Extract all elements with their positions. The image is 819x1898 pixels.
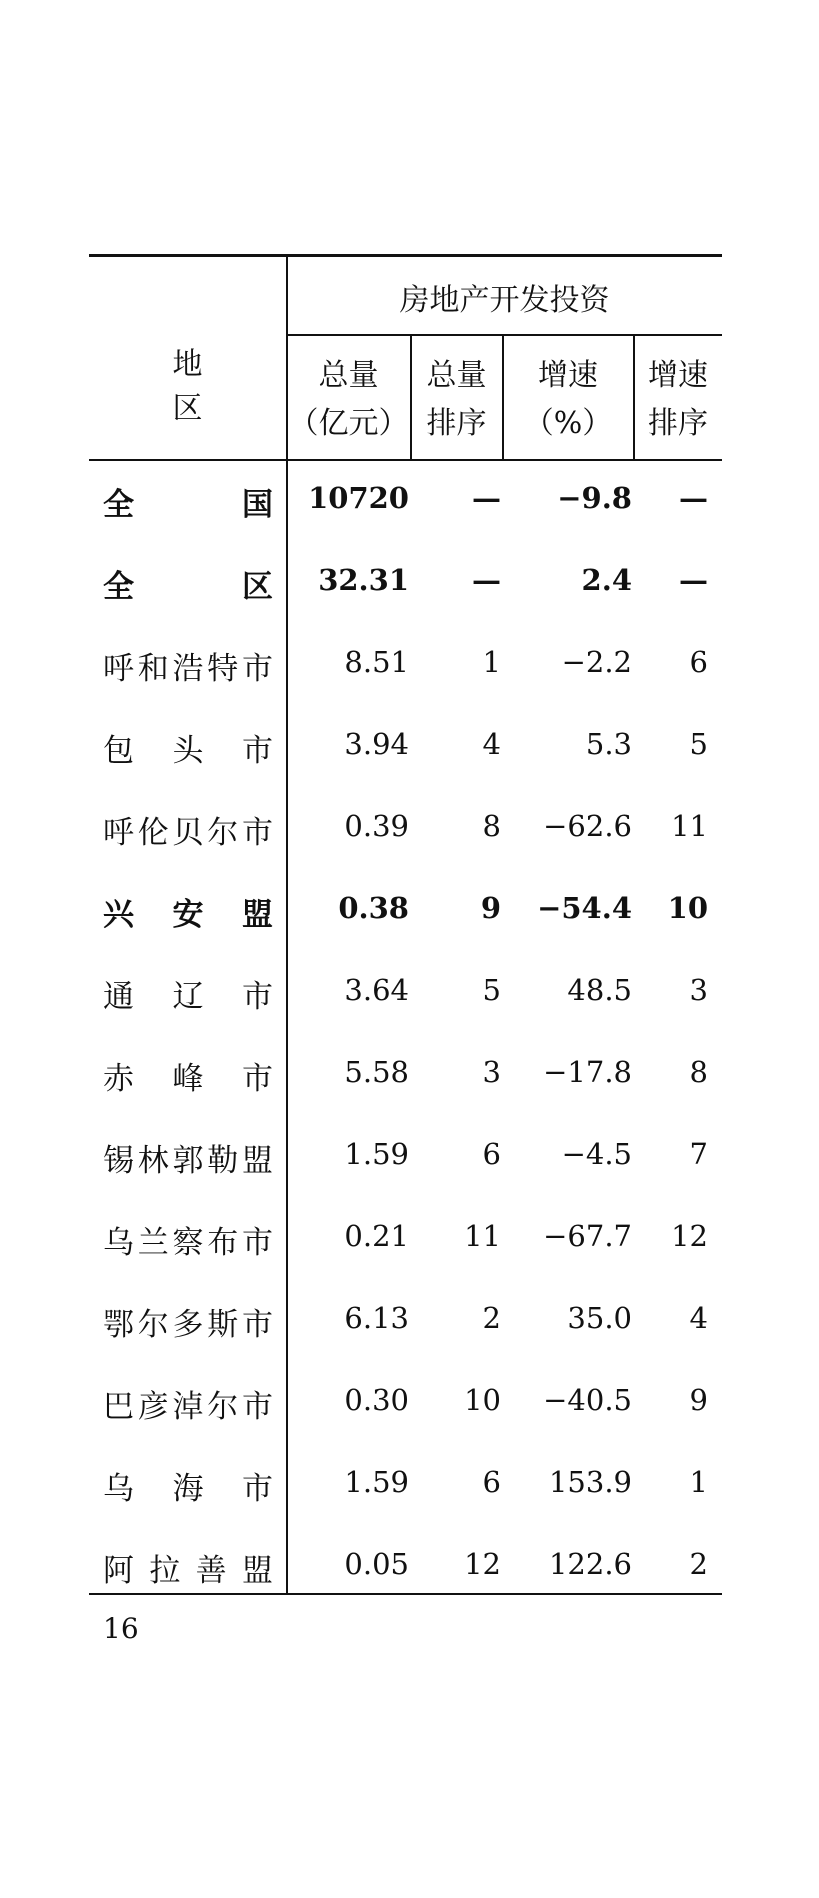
region-name-char: 全 (103, 487, 134, 523)
region-name-char: 兴 (103, 897, 134, 933)
growth-value: 153.9 (548, 1465, 632, 1499)
region-name (103, 1053, 273, 1098)
region-name (103, 971, 273, 1016)
region-name-char: 郭 (172, 1143, 204, 1179)
region-name-char: 市 (242, 1389, 273, 1425)
growth-value: −9.8 (557, 481, 632, 515)
growth-value: 122.6 (548, 1547, 632, 1581)
total-rank-value: 6 (482, 1137, 501, 1171)
region-name-char: 斯 (207, 1307, 239, 1343)
column-header-growth-rank (634, 352, 722, 448)
total-rank-value: 12 (464, 1547, 501, 1581)
region-name-char: 特 (207, 651, 239, 687)
region-name-char: 彦 (137, 1389, 169, 1425)
region-name (103, 561, 273, 606)
column-header-growth (503, 352, 633, 448)
table-row (89, 789, 722, 871)
region-name-char: 巴 (103, 1389, 134, 1425)
total-value: 0.38 (338, 891, 409, 925)
region-name-char: 贝 (172, 815, 204, 851)
table-row (89, 625, 722, 707)
group-title-underline (286, 334, 722, 336)
total-rank-value: 9 (480, 891, 501, 925)
growth-rank-value: 11 (671, 809, 708, 843)
region-name-char: 市 (242, 1061, 273, 1097)
region-name (103, 1381, 273, 1426)
total-rank-value: 2 (482, 1301, 501, 1335)
total-value: 8.51 (344, 645, 409, 679)
total-value: 5.58 (344, 1055, 409, 1089)
region-name-char: 锡 (103, 1143, 134, 1179)
region-name-char: 乌 (103, 1225, 134, 1261)
column-header-growth-line2: （%） (523, 406, 613, 441)
region-name (103, 1217, 273, 1262)
table-row (89, 871, 722, 953)
total-rank-value: 6 (482, 1465, 501, 1499)
growth-rank-value: 1 (689, 1465, 708, 1499)
table-row (89, 1035, 722, 1117)
table-row (89, 1117, 722, 1199)
region-name-char: 通 (103, 979, 134, 1015)
region-name-char: 区 (242, 569, 273, 605)
growth-rank-value: 3 (689, 973, 708, 1007)
region-name-char: 伦 (137, 815, 169, 851)
growth-rank-value: 5 (689, 727, 708, 761)
growth-rank-value: 6 (689, 645, 708, 679)
growth-value: −40.5 (543, 1383, 632, 1417)
region-name (103, 725, 273, 770)
total-value: 32.31 (318, 563, 409, 597)
table-bottom-rule (89, 1593, 722, 1595)
region-name-char: 善 (195, 1553, 227, 1589)
column-header-total (287, 352, 410, 448)
total-value: 0.39 (344, 809, 409, 843)
region-name-char: 包 (103, 733, 134, 769)
region-name-char: 拉 (149, 1553, 181, 1589)
region-name-char: 市 (242, 979, 273, 1015)
growth-value: −62.6 (543, 809, 632, 843)
region-name-char: 淖 (172, 1389, 204, 1425)
growth-rank-value: 4 (689, 1301, 708, 1335)
growth-rank-value: 8 (689, 1055, 708, 1089)
table-top-rule (89, 254, 722, 257)
region-name-char: 尔 (207, 1389, 239, 1425)
region-name-char: 峰 (172, 1061, 204, 1097)
region-name (103, 889, 273, 934)
region-name-char: 安 (172, 897, 204, 933)
total-rank-value: — (472, 563, 501, 597)
region-name-char: 林 (137, 1143, 169, 1179)
region-name-char: 辽 (172, 979, 204, 1015)
growth-value: 48.5 (567, 973, 632, 1007)
region-name (103, 807, 273, 852)
growth-rank-value: 12 (671, 1219, 708, 1253)
column-header-total-rank-line2: 排序 (426, 406, 487, 441)
region-name-char: 布 (207, 1225, 239, 1261)
total-rank-value: 3 (482, 1055, 501, 1089)
total-value: 0.05 (344, 1547, 409, 1581)
growth-value: −4.5 (561, 1137, 632, 1171)
region-name (103, 479, 273, 524)
column-header-total-rank (411, 352, 502, 448)
region-name-char: 盟 (241, 1553, 273, 1589)
region-name-char: 海 (172, 1471, 204, 1507)
total-rank-value: 10 (464, 1383, 501, 1417)
total-value: 1.59 (344, 1465, 409, 1499)
region-name (103, 1463, 273, 1508)
total-rank-value: 11 (464, 1219, 501, 1253)
region-name (103, 1135, 273, 1180)
growth-rank-value: 2 (689, 1547, 708, 1581)
table-row (89, 1199, 722, 1281)
growth-value: 35.0 (567, 1301, 632, 1335)
region-name-char: 市 (242, 1471, 273, 1507)
column-header-total-line2: （亿元） (288, 406, 409, 441)
growth-value: 5.3 (585, 727, 632, 761)
growth-rank-value: 10 (667, 891, 708, 925)
table-row (89, 461, 722, 543)
growth-rank-value: 9 (689, 1383, 708, 1417)
column-header-growth-rank-line2: 排序 (648, 406, 708, 441)
region-name-char: 鄂 (103, 1307, 134, 1343)
region-name-char: 阿 (103, 1553, 134, 1589)
region-name (103, 1545, 273, 1590)
total-value: 0.21 (344, 1219, 409, 1253)
region-name-char: 市 (242, 1307, 273, 1343)
growth-value: −17.8 (543, 1055, 632, 1089)
growth-rank-value: — (679, 481, 708, 515)
region-name-char: 呼 (103, 815, 134, 851)
column-header-growth-rank-line1: 增速 (648, 358, 708, 393)
growth-value: 2.4 (581, 563, 632, 597)
group-title: 房地产开发投资 (399, 283, 610, 318)
column-header-total-rank-line1: 总量 (426, 358, 487, 393)
region-name-char: 多 (172, 1307, 204, 1343)
region-name-char: 赤 (103, 1061, 134, 1097)
region-name-char: 乌 (103, 1471, 134, 1507)
region-name-char: 市 (242, 651, 273, 687)
total-rank-value: 4 (482, 727, 501, 761)
region-name-char: 国 (242, 487, 273, 523)
region-name-char: 全 (103, 569, 134, 605)
total-value: 3.94 (344, 727, 409, 761)
total-rank-value: 5 (482, 973, 501, 1007)
growth-rank-value: 7 (689, 1137, 708, 1171)
table-row (89, 707, 722, 789)
total-value: 10720 (308, 481, 409, 515)
total-rank-value: 8 (482, 809, 501, 843)
growth-value: −54.4 (537, 891, 632, 925)
region-name-char: 尔 (137, 1307, 169, 1343)
region-name-char: 盟 (242, 897, 273, 933)
region-name-char: 市 (242, 1225, 273, 1261)
region-name (103, 1299, 273, 1344)
table-row (89, 1527, 722, 1609)
region-name-char: 勒 (207, 1143, 239, 1179)
region-name-char: 呼 (103, 651, 134, 687)
total-rank-value: — (472, 481, 501, 515)
region-name-char: 尔 (207, 815, 239, 851)
region-name (103, 643, 273, 688)
growth-value: −2.2 (561, 645, 632, 679)
page-number: 16 (103, 1612, 139, 1645)
region-name-char: 浩 (172, 651, 204, 687)
region-name-char: 头 (172, 733, 204, 769)
region-name-char: 察 (172, 1225, 204, 1261)
region-name-char: 兰 (137, 1225, 169, 1261)
total-value: 6.13 (344, 1301, 409, 1335)
region-name-char: 市 (242, 815, 273, 851)
region-column-header: 地区 (172, 347, 251, 426)
total-value: 1.59 (344, 1137, 409, 1171)
total-value: 0.30 (344, 1383, 409, 1417)
total-value: 3.64 (344, 973, 409, 1007)
growth-rank-value: — (679, 563, 708, 597)
table-row (89, 953, 722, 1035)
column-header-total-line1: 总量 (318, 358, 379, 393)
region-name-char: 和 (137, 651, 169, 687)
table-row (89, 1445, 722, 1527)
column-header-growth-line1: 增速 (538, 358, 598, 393)
table-row (89, 543, 722, 625)
growth-value: −67.7 (543, 1219, 632, 1253)
table-row (89, 1363, 722, 1445)
table-row (89, 1281, 722, 1363)
total-rank-value: 1 (482, 645, 501, 679)
region-name-char: 市 (242, 733, 273, 769)
region-name-char: 盟 (242, 1143, 273, 1179)
